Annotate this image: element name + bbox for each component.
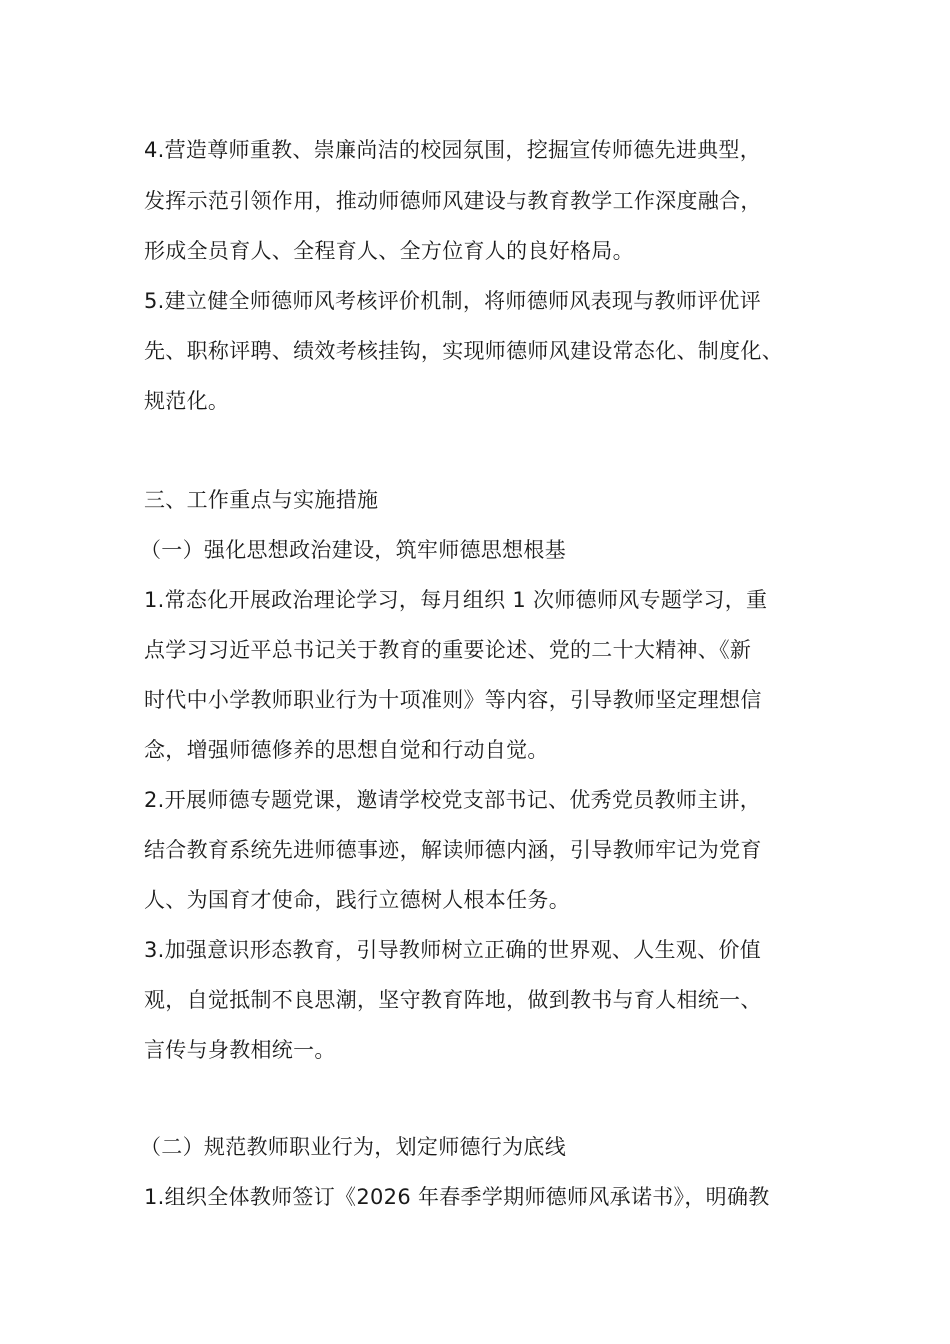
paragraph-line: 人、为国育才使命，践行立德树人根本任务。 [144,888,570,912]
paragraph-line: 言传与身教相统一。 [144,1038,336,1062]
subsection-heading: （一）强化思想政治建设，筑牢师德思想根基 [140,538,566,562]
paragraph-line: 先、职称评聘、绩效考核挂钩，实现师德师风建设常态化、制度化、 [144,339,783,363]
paragraph-line: 时代中小学教师职业行为十项准则》等内容，引导教师坚定理想信 [144,688,762,712]
paragraph-line: 发挥示范引领作用，推动师德师风建设与教育教学工作深度融合， [144,189,762,213]
paragraph-line: 2.开展师德专题党课，邀请学校党支部书记、优秀党员教师主讲， [144,788,762,812]
paragraph-line: 5.建立健全师德师风考核评价机制，将师德师风表现与教师评优评 [144,289,762,313]
paragraph-line: 3.加强意识形态教育，引导教师树立正确的世界观、人生观、价值 [144,938,762,962]
paragraph-line: 规范化。 [144,389,230,413]
paragraph-line: 念，增强师德修养的思想自觉和行动自觉。 [144,738,549,762]
section-heading: 三、工作重点与实施措施 [144,488,379,512]
paragraph-line: 1.组织全体教师签订《2026 年春季学期师德师风承诺书》，明确教 [144,1185,770,1209]
paragraph-line: 观，自觉抵制不良思潮，坚守教育阵地，做到教书与育人相统一、 [144,988,762,1012]
paragraph-line: 1.常态化开展政治理论学习，每月组织 1 次师德师风专题学习，重 [144,588,768,612]
paragraph-line: 4.营造尊师重教、崇廉尚洁的校园氛围，挖掘宣传师德先进典型， [144,138,762,162]
paragraph-line: 形成全员育人、全程育人、全方位育人的良好格局。 [144,239,634,263]
paragraph-line: 点学习习近平总书记关于教育的重要论述、党的二十大精神、《新 [144,638,752,662]
subsection-heading: （二）规范教师职业行为，划定师德行为底线 [140,1135,566,1159]
paragraph-line: 结合教育系统先进师德事迹，解读师德内涵，引导教师牢记为党育 [144,838,762,862]
